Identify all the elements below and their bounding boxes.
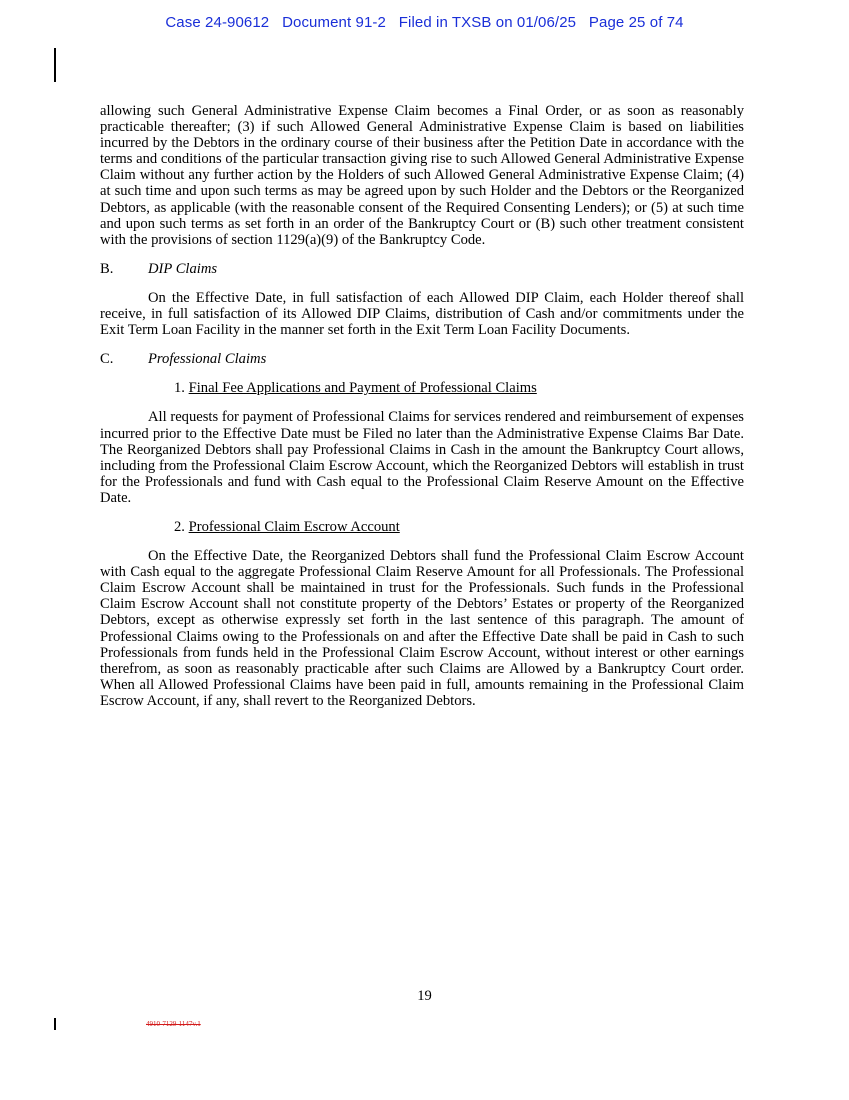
section-b-paragraph: On the Effective Date, in full satisfaction of each Allowed DIP Claim, each Holder thereof shall receive, in full satisfaction of its Allowed DIP Claims, distribution of Cash and/or commitments under the Exit Term Loan Facility in the manner set forth in the Exit Term Loan Facility Documents. (100, 289, 744, 339)
continuation-paragraph: allowing such General Administrative Expense Claim becomes a Final Order, or as soon as reasonably practicable thereafter; (3) if such Allowed General Administrative Expense Claim is based on liabilities incurred by the Debtors in the ordinary course of their business after the Petition Date in accordance with the terms and conditions of the particular transaction giving rise to such Allowed General Administrative Expense Claim without any further action by the Holders of such Allowed General Administrative Expense Claim; (4) at such time and upon such terms as may be agreed upon by such Holder and the Debtors or the Reorganized Debtors, as applicable (with the reasonable consent of the Required Consenting Lenders); or (5) at such time and upon such terms as set forth in an order of the Bankruptcy Court or (B) such other treatment consistent with the provisions of section 1129(a)(9) of the Bankruptcy Code. (100, 103, 744, 248)
section-c-letter: C. (100, 351, 114, 368)
subsection-2-heading (174, 519, 744, 535)
filed-info: Filed in TXSB on 01/06/25 (398, 14, 577, 31)
subsection-1-heading (174, 380, 744, 396)
subsection-2-paragraph: On the Effective Date, the Reorganized Debtors shall fund the Professional Claim Escrow Account with Cash equal to the aggregate Professional Claim Reserve Amount for all Professionals. The Professional Claim Escrow Account shall be maintained in trust for the Professionals. Such funds in the Professional Claim Escrow Account shall not constitute property of the Debtors’ Estates or property of the Reorganized Debtors, except as otherwise expressly set forth in the last sentence of this paragraph. The amount of Professional Claims owing to the Professionals on and after the Effective Date shall be paid in Cash to such Professionals from funds held in the Professional Claim Escrow Account, without interest or other earnings therefrom, as soon as reasonably practicable after such Claims are Allowed by a Bankruptcy Court order. When all Allowed Professional Claims have been paid in full, amounts remaining in the Professional Claim Escrow Account, if any, shall revert to the Reorganized Debtors. (100, 548, 744, 709)
section-b-letter: B. (100, 260, 114, 277)
page-number: 19 (417, 988, 432, 1004)
subsection-2-number: 2. (174, 518, 185, 535)
change-bar-top (54, 48, 56, 82)
change-bar-bottom (54, 1018, 56, 1030)
filing-header (0, 14, 849, 31)
section-b-heading (100, 261, 744, 277)
subsection-2-title: Professional Claim Escrow Account (188, 518, 400, 535)
section-c-title: Professional Claims (148, 351, 267, 368)
document-number: Document 91-2 (282, 14, 386, 31)
case-number: Case 24-90612 (165, 14, 270, 31)
section-c-heading (100, 351, 744, 367)
document-id: 4910-7129-1147v.1 (146, 1020, 201, 1028)
page-info: Page 25 of 74 (588, 14, 684, 31)
subsection-1-number: 1. (174, 380, 185, 397)
subsection-1-title: Final Fee Applications and Payment of Professional Claims (188, 380, 537, 397)
page-body (100, 103, 744, 709)
subsection-1-paragraph: All requests for payment of Professional Claims for services rendered and reimbursement of expenses incurred prior to the Effective Date must be Filed no later than the Administrative Expense Claims Bar Date. The Reorganized Debtors shall pay Professional Claims in Cash in the amount the Bankruptcy Court allows, including from the Professional Claim Escrow Account, which the Reorganized Debtors will establish in trust for the Professionals and fund with Cash equal to the Professional Claim Reserve Amount on the Effective Date. (100, 409, 744, 506)
section-b-title: DIP Claims (148, 260, 218, 277)
